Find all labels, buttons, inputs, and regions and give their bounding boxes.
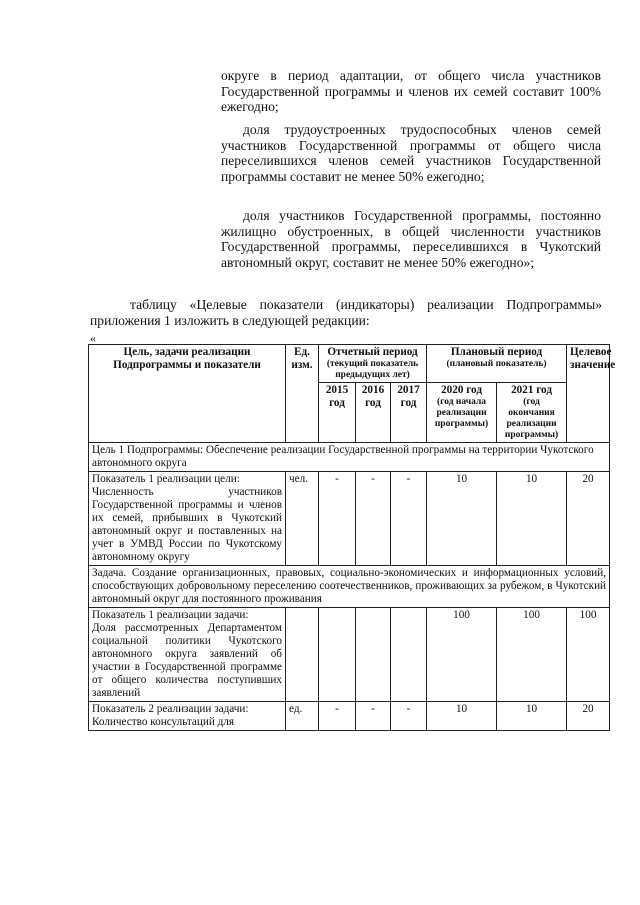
header-plan-2021 [497, 383, 567, 443]
intro-paragraph-2 [221, 122, 601, 184]
value-2017: - [391, 702, 427, 731]
unit-cell: ед. [286, 702, 319, 731]
intro-paragraph-1 [221, 68, 601, 115]
header-plan-2021-sub: (год окончания реализации программы) [504, 397, 559, 440]
header-target: Целевое значение [567, 345, 610, 443]
value-2021: 10 [497, 702, 567, 731]
indicator-cell [89, 702, 286, 731]
intro-text-1: округе в период адаптации, от общего числа участников Государственной программы и членов их семей составит 100% ежегодно; [221, 68, 601, 114]
header-planned [427, 345, 567, 383]
opening-quote: « [90, 331, 96, 345]
header-reporting-sub: (текущий показатель предыдущих лет) [326, 359, 419, 380]
indicator-desc: Численность участников Государственной программы и членов их семей, прибывших в Чукотский автономный округ и поставленных на учет в УМВД России по Чукотскому автономному округу [92, 486, 282, 563]
table-row [89, 702, 610, 731]
header-planned-sub: (плановый показатель) [446, 359, 547, 369]
header-unit: Ед. изм. [286, 345, 319, 443]
header-plan-2021-title: 2021 год [511, 384, 552, 396]
header-plan-2020-title: 2020 год [441, 384, 482, 396]
header-reporting [319, 345, 427, 383]
value-2021: 100 [497, 608, 567, 702]
indicator-title: Показатель 2 реализации задачи: [92, 703, 249, 715]
value-2021: 10 [497, 472, 567, 566]
lead-paragraph: таблицу «Целевые показатели (индикаторы) реализации Подпрограммы» приложения 1 изложить в следующей редакции: [90, 297, 602, 328]
indicator-desc: Доля рассмотренных Департаментом социальной политики Чукотского автономного округа заявлений об участии в Государственной программе от общего количества поступивших заявлений [92, 622, 282, 699]
header-year-2015: 2015 год [319, 383, 356, 443]
task-row [89, 566, 610, 608]
value-target: 20 [567, 702, 610, 731]
table-row [89, 472, 610, 566]
value-2016: - [356, 472, 391, 566]
header-goal: Цель, задачи реализации Подпрограммы и показатели [89, 345, 286, 443]
indicators-table [88, 344, 616, 731]
header-year-2017: 2017 год [391, 383, 427, 443]
value-2015 [319, 608, 356, 702]
value-2016: - [356, 702, 391, 731]
header-row-1 [89, 345, 610, 383]
indicator-cell [89, 608, 286, 702]
indicator-cell [89, 472, 286, 566]
intro-text-2: доля трудоустроенных трудоспособных членов семей участников Государственной программы от общего числа переселившихся членов семей участников Государственной программы составит не менее 50% ежегодно; [221, 122, 601, 184]
value-2020: 10 [427, 472, 497, 566]
header-reporting-title: Отчетный период [327, 346, 418, 358]
value-target: 100 [567, 608, 610, 702]
value-target: 20 [567, 472, 610, 566]
header-plan-2020 [427, 383, 497, 443]
goal-cell: Цель 1 Подпрограммы: Обеспечение реализации Государственной программы на территории Чукотского автономного округа [89, 443, 610, 472]
task-cell: Задача. Создание организационных, правовых, социально-экономических и информационных условий, способствующих добровольному переселению соотечественников, проживающих за рубежом, в Чукотский автономный округ для постоянного проживания [89, 566, 610, 608]
header-planned-title: Плановый период [450, 346, 543, 358]
intro-text-3: доля участников Государственной программы, постоянно жилищно обустроенных, в общей численности участников Государственной программы, переселившихся в Чукотский автономный округ, составит не менее 50% ежегодно»; [221, 208, 601, 270]
indicator-title: Показатель 1 реализации задачи: [92, 609, 249, 621]
unit-cell: чел. [286, 472, 319, 566]
value-2017: - [391, 472, 427, 566]
value-2017 [391, 608, 427, 702]
header-plan-2020-sub: (год начала реализации программы) [434, 397, 489, 429]
goal-row [89, 443, 610, 472]
indicator-title: Показатель 1 реализации цели: [92, 473, 240, 485]
header-year-2016: 2016 год [356, 383, 391, 443]
unit-cell [286, 608, 319, 702]
value-2015: - [319, 702, 356, 731]
value-2016 [356, 608, 391, 702]
intro-paragraph-3 [221, 208, 601, 270]
table-row [89, 608, 610, 702]
value-2020: 100 [427, 608, 497, 702]
value-2015: - [319, 472, 356, 566]
indicator-desc: Количество консультаций для [92, 716, 235, 728]
value-2020: 10 [427, 702, 497, 731]
